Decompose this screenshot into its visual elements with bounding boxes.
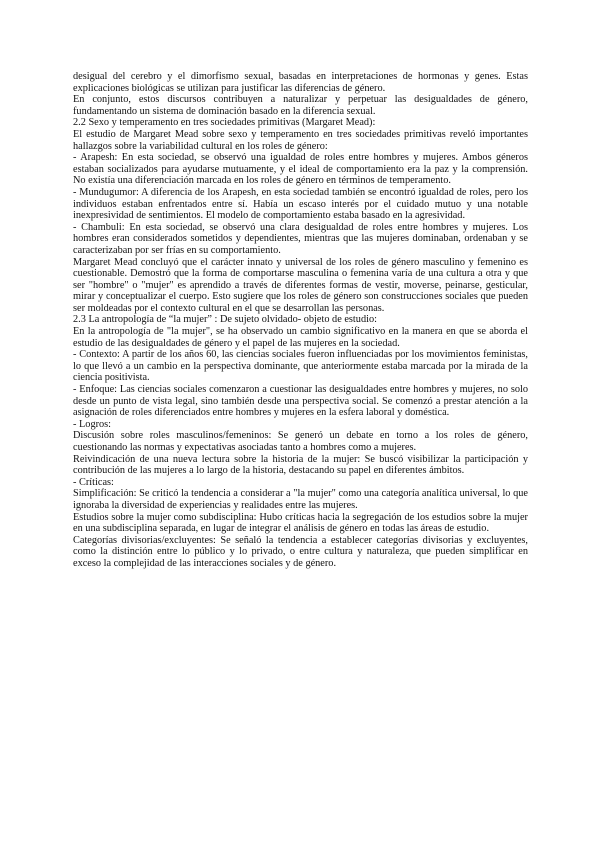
paragraph-logro-historia: Reivindicación de una nueva lectura sobre la historia de la mujer: Se buscó visibilizar la participación y contribución de las mujeres a lo largo de la historia, destacando su papel en diferentes ámbitos. bbox=[73, 453, 528, 477]
section-heading-2-3: 2.3 La antropología de “la mujer” : De sujeto olvidado- objeto de estudio: bbox=[73, 314, 377, 326]
list-item-enfoque: - Enfoque: Las ciencias sociales comenzaron a cuestionar las desigualdades entre hombres y mujeres, no solo desde un punto de vista legal, sino también desde una perspectiva social. Se comenzó a prestar atención a la asignación de roles diferenciados entre hombres y mujeres en la esfera laboral y doméstica. bbox=[73, 384, 528, 419]
paragraph-conjunction-summary: En conjunto, estos discursos contribuyen a naturalizar y perpetuar las desigualdades de género, fundamentando un sistema de dominación basado en la diferencia sexual. bbox=[73, 94, 528, 117]
list-item-contexto: - Contexto: A partir de los años 60, las ciencias sociales fueron influenciadas por los movimientos feministas, lo que llevó a un cambio en la perspectiva dominante, que anteriormente estaba marcada por la mirada de la ciencia positivista. bbox=[73, 349, 528, 384]
section-heading-2-2: 2.2 Sexo y temperamento en tres sociedades primitivas (Margaret Mead): bbox=[73, 117, 376, 129]
paragraph-logro-roles: Discusión sobre roles masculinos/femeninos: Se generó un debate en torno a los roles de género, cuestionando las normas y expectativas asociadas tanto a hombres como a mujeres. bbox=[73, 430, 528, 453]
list-heading-logros: - Logros: bbox=[73, 418, 112, 430]
list-item-chambuli: - Chambuli: En esta sociedad, se observó una clara desigualdad de roles entre hombres y mujeres. Los hombres eran considerados sometidos y dependientes, mientras que las mujeres dominaban, ordenaban y se caracterizaban por ser frías en su comportamiento. bbox=[73, 221, 528, 256]
paragraph-critica-categorias: Categorías divisorias/excluyentes: Se señaló la tendencia a establecer categorías divisorias y excluyentes, como la distinción entre lo público y lo privado, o entre cultura y naturaleza, que pueden simplificar en exceso la complejidad de las interacciones sociales y de género. bbox=[73, 534, 528, 569]
paragraph-biological-explanations: desigual del cerebro y el dimorfismo sexual, basadas en interpretaciones de hormonas y genes. Estas explicaciones biológicas se utilizan para justificar las diferencias de género. bbox=[73, 71, 528, 94]
paragraph-critica-simplificacion: Simplificación: Se criticó la tendencia a considerar a "la mujer" como una categoría analítica universal, lo que ignoraba la diversidad de experiencias y realidades entre las mujeres. bbox=[73, 488, 528, 511]
paragraph-mead-conclusion: Margaret Mead concluyó que el carácter innato y universal de los roles de género masculino y femenino es cuestionable. Demostró que la forma de comportarse masculina o femenina varía de una cultura a otra y que ser "hombre" o "mujer" es aprendido a través de diferentes formas de vestir, moverse, peinarse, gesticular, mirar y conceptualizar el cuerpo. Esto sugiere que los roles de género son construcciones sociales que pueden ser moldeadas por el contexto cultural en el que se desarrollan las personas. bbox=[73, 256, 528, 314]
list-item-arapesh: - Arapesh: En esta sociedad, se observó una igualdad de roles entre hombres y mujeres. Ambos géneros estaban socializados para ayudarse mutuamente, y el ideal de comportamiento era la paz y la comprensión. No existía una diferenciación marcada en los roles de género en términos de temperamento. bbox=[73, 152, 528, 187]
paragraph-critica-subdisciplina: Estudios sobre la mujer como subdisciplina: Hubo críticas hacia la segregación de los estudios sobre la mujer en una subdisciplina separada, en lugar de integrar el análisis de género en todas las áreas de estudio. bbox=[73, 511, 528, 535]
list-item-mundugumor: - Mundugumor: A diferencia de los Arapesh, en esta sociedad también se encontró igualdad de roles, pero los individuos estaban enfrentados entre sí. Había un escaso interés por el cuidado mutuo y una notable inexpresividad de sentimientos. El modelo de comportamiento estaba basado en la agresividad. bbox=[73, 186, 528, 222]
paragraph-anthropology-intro: En la antropología de "la mujer", se ha observado un cambio significativo en la manera en que se aborda el estudio de las desigualdades de género y el papel de las mujeres en la sociedad. bbox=[73, 326, 528, 349]
paragraph-mead-intro: El estudio de Margaret Mead sobre sexo y temperamento en tres sociedades primitivas reveló importantes hallazgos sobre la variabilidad cultural en los roles de género: bbox=[73, 128, 528, 152]
list-heading-criticas: - Críticas: bbox=[73, 476, 114, 488]
document-page bbox=[73, 71, 528, 570]
